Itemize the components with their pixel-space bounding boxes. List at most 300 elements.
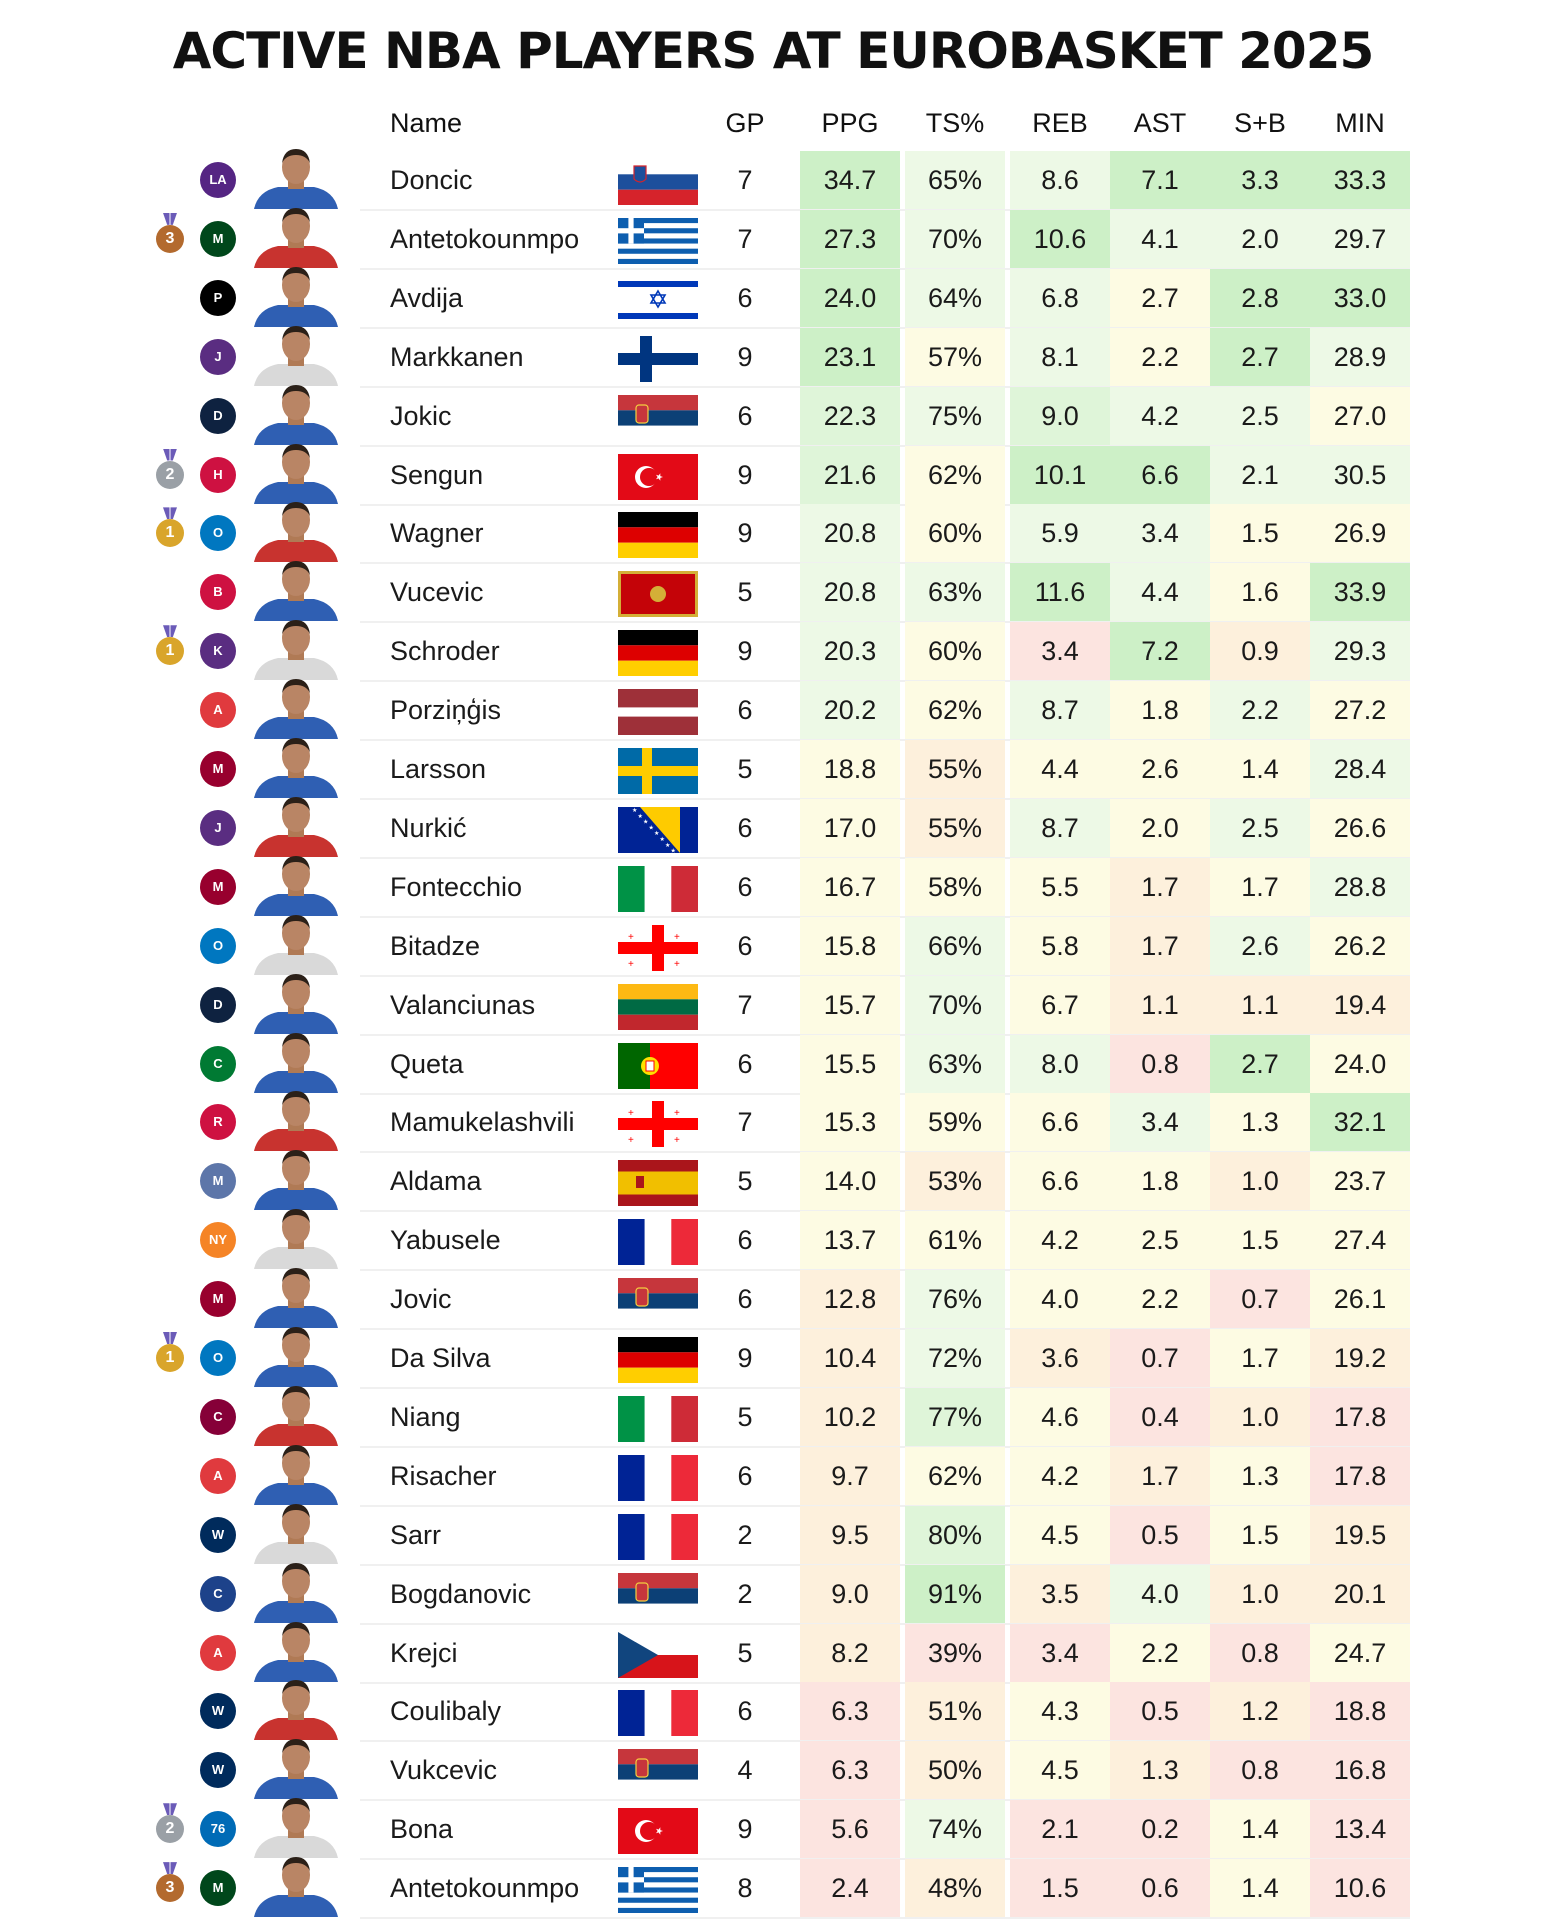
raptors-logo: R (200, 1104, 236, 1140)
medal-icon: 3 (156, 225, 184, 253)
table-row[interactable] (170, 328, 1410, 386)
clippers-logo: C (200, 1576, 236, 1612)
player-name: Antetokounmpo (390, 1873, 580, 1904)
cell-sb: 3.3 (1210, 151, 1310, 209)
flag-germany (618, 630, 698, 676)
svg-text:+: + (628, 958, 634, 970)
svg-text:★: ★ (670, 848, 676, 853)
cell-ts: 76% (905, 1270, 1005, 1328)
cell-sb: 0.7 (1210, 1270, 1310, 1328)
cell-ppg: 15.3 (800, 1093, 900, 1151)
cell-ts: 39% (905, 1624, 1005, 1682)
medal-icon: 1 (156, 519, 184, 547)
player-photo (248, 1323, 344, 1387)
player-photo (248, 1029, 344, 1093)
player-photo (248, 1205, 344, 1269)
cell-reb: 4.6 (1010, 1388, 1110, 1446)
cell-ppg: 24.0 (800, 269, 900, 327)
cavaliers-logo: C (200, 1399, 236, 1435)
cell-min: 28.4 (1310, 740, 1410, 798)
flag-greece (618, 218, 698, 264)
cell-ppg: 27.3 (800, 210, 900, 268)
page-title: ACTIVE NBA PLAYERS AT EUROBASKET 2025 (172, 22, 1374, 80)
cell-ts: 75% (905, 387, 1005, 445)
player-photo (248, 498, 344, 562)
table-row[interactable] (170, 858, 1410, 916)
player-name: Nurkić (390, 812, 467, 843)
cell-ppg: 9.7 (800, 1447, 900, 1505)
cell-sb: 2.5 (1210, 799, 1310, 857)
cell-gp: 9 (737, 1343, 753, 1373)
player-name: Jovic (390, 1284, 452, 1315)
cell-ts: 63% (905, 1035, 1005, 1093)
svg-text:★: ★ (637, 813, 643, 820)
player-photo (248, 616, 344, 680)
cell-ppg: 9.0 (800, 1565, 900, 1623)
table-row[interactable] (170, 1211, 1410, 1269)
magic-logo: O (200, 928, 236, 964)
player-photo (248, 1676, 344, 1740)
flag-turkey (618, 1808, 698, 1854)
player-photo (248, 1382, 344, 1446)
cell-sb: 1.3 (1210, 1447, 1310, 1505)
svg-text:+: + (628, 1135, 634, 1147)
player-name: Jokic (390, 400, 452, 431)
cell-gp: 7 (737, 165, 753, 195)
cell-min: 33.3 (1310, 151, 1410, 209)
cell-min: 16.8 (1310, 1741, 1410, 1799)
cell-sb: 0.8 (1210, 1741, 1310, 1799)
cell-gp: 6 (737, 1225, 753, 1256)
cell-min: 26.2 (1310, 917, 1410, 975)
player-name: Yabusele (390, 1225, 501, 1256)
cell-ast: 7.2 (1110, 622, 1210, 680)
player-name: Da Silva (390, 1343, 491, 1373)
flag-montenegro (618, 571, 698, 617)
table-row[interactable] (170, 1035, 1410, 1093)
player-name: Vukcevic (390, 1755, 498, 1786)
cell-ts: 64% (905, 269, 1005, 327)
kings-logo: K (200, 633, 236, 669)
cell-ts: 72% (905, 1329, 1005, 1387)
cell-ast: 4.1 (1110, 210, 1210, 268)
cell-reb: 6.6 (1010, 1093, 1110, 1151)
cell-gp: 6 (737, 871, 753, 902)
cell-sb: 2.6 (1210, 917, 1310, 975)
cell-min: 27.2 (1310, 681, 1410, 739)
cell-ts: 57% (905, 328, 1005, 386)
table-row[interactable] (170, 1270, 1410, 1328)
cell-min: 26.6 (1310, 799, 1410, 857)
cell-min: 33.9 (1310, 563, 1410, 621)
cell-gp: 7 (737, 223, 753, 254)
cell-ppg: 12.8 (800, 1270, 900, 1328)
cell-min: 27.0 (1310, 387, 1410, 445)
header-reb[interactable]: REB (1032, 108, 1088, 138)
player-photo (248, 440, 344, 504)
cell-reb: 8.7 (1010, 799, 1110, 857)
svg-text:+: + (674, 1108, 680, 1120)
cell-ast: 6.6 (1110, 446, 1210, 504)
header-ast[interactable]: AST (1133, 108, 1187, 138)
cell-ast: 1.7 (1110, 917, 1210, 975)
cell-ts: 62% (905, 446, 1005, 504)
player-photo (248, 322, 344, 386)
cell-ppg: 23.1 (800, 328, 900, 386)
cell-ts: 55% (905, 740, 1005, 798)
table-row[interactable] (170, 1447, 1410, 1505)
flag-serbia (618, 1278, 698, 1324)
cell-ast: 2.2 (1110, 328, 1210, 386)
cell-min: 19.2 (1310, 1329, 1410, 1387)
svg-text:★: ★ (648, 825, 654, 832)
cell-gp: 6 (737, 812, 753, 843)
cell-gp: 9 (737, 1814, 753, 1845)
jazz-logo: J (200, 810, 236, 846)
cell-sb: 2.2 (1210, 681, 1310, 739)
flag-lithuania (618, 984, 698, 1030)
cell-sb: 1.2 (1210, 1682, 1310, 1740)
cell-reb: 9.0 (1010, 387, 1110, 445)
table-row[interactable] (170, 1565, 1410, 1623)
cell-min: 29.3 (1310, 622, 1410, 680)
heat-logo: M (200, 751, 236, 787)
cell-min: 32.1 (1310, 1093, 1410, 1151)
player-name: Antetokounmpo (390, 223, 580, 254)
cell-min: 26.1 (1310, 1270, 1410, 1328)
cell-gp: 8 (737, 1873, 753, 1904)
cell-gp: 6 (737, 282, 753, 313)
cell-ts: 74% (905, 1800, 1005, 1858)
cell-reb: 4.5 (1010, 1506, 1110, 1564)
cell-ast: 0.5 (1110, 1682, 1210, 1740)
cell-min: 13.4 (1310, 1800, 1410, 1858)
table-row[interactable] (165, 210, 1410, 268)
cell-ast: 0.6 (1110, 1859, 1210, 1917)
cell-min: 24.7 (1310, 1624, 1410, 1682)
bucks-logo: M (200, 1870, 236, 1906)
cell-sb: 0.9 (1210, 622, 1310, 680)
table-row[interactable] (170, 1388, 1410, 1446)
cell-min: 26.9 (1310, 504, 1410, 562)
cell-sb: 1.4 (1210, 740, 1310, 798)
flag-germany (618, 512, 698, 558)
cell-ts: 59% (905, 1093, 1005, 1151)
cell-ppg: 6.3 (800, 1682, 900, 1740)
cell-ts: 63% (905, 563, 1005, 621)
svg-text:+: + (674, 931, 680, 943)
cell-sb: 2.5 (1210, 387, 1310, 445)
cell-ast: 4.4 (1110, 563, 1210, 621)
cell-ppg: 9.5 (800, 1506, 900, 1564)
cell-ppg: 8.2 (800, 1624, 900, 1682)
cell-sb: 1.7 (1210, 858, 1310, 916)
table-row[interactable] (165, 1859, 1410, 1917)
table-row[interactable] (165, 504, 1410, 562)
player-photo (248, 1264, 344, 1328)
cell-min: 17.8 (1310, 1447, 1410, 1505)
cell-ast: 0.4 (1110, 1388, 1210, 1446)
cell-gp: 6 (737, 1460, 753, 1491)
cell-reb: 8.6 (1010, 151, 1110, 209)
svg-text:★: ★ (665, 842, 671, 849)
lakers-logo: LA (200, 162, 236, 198)
cell-ts: 60% (905, 504, 1005, 562)
row-divider (360, 1917, 1410, 1919)
cell-sb: 1.5 (1210, 1506, 1310, 1564)
flag-greece (618, 1867, 698, 1913)
table-row[interactable] (165, 446, 1410, 504)
player-photo (248, 263, 344, 327)
grizzlies-logo: M (200, 1163, 236, 1199)
cell-ppg: 20.3 (800, 622, 900, 680)
celtics-logo: C (200, 1046, 236, 1082)
header-name[interactable]: Name (390, 108, 463, 138)
table-row[interactable] (170, 1682, 1410, 1740)
cell-sb: 2.7 (1210, 328, 1310, 386)
cell-ppg: 20.2 (800, 681, 900, 739)
hawks-logo: A (200, 1635, 236, 1671)
cell-ts: 65% (905, 151, 1005, 209)
player-photo (248, 675, 344, 739)
wizards-logo: W (200, 1693, 236, 1729)
flag-italy (618, 1396, 698, 1442)
cell-ppg: 15.5 (800, 1035, 900, 1093)
table-row[interactable] (170, 740, 1410, 798)
player-photo (248, 793, 344, 857)
flag-france (618, 1219, 698, 1265)
svg-text:+: + (628, 1108, 634, 1120)
cell-ppg: 14.0 (800, 1152, 900, 1210)
cell-ast: 1.8 (1110, 1152, 1210, 1210)
cell-reb: 2.1 (1010, 1800, 1110, 1858)
cell-reb: 8.1 (1010, 328, 1110, 386)
player-name: Risacher (390, 1460, 497, 1491)
cell-reb: 3.4 (1010, 1624, 1110, 1682)
nuggets-logo: D (200, 987, 236, 1023)
cell-min: 28.9 (1310, 328, 1410, 386)
header-ts[interactable]: TS% (925, 108, 985, 138)
cell-gp: 9 (737, 518, 753, 549)
cell-ppg: 15.8 (800, 917, 900, 975)
header-min[interactable]: MIN (1335, 108, 1385, 138)
table-row[interactable] (165, 1329, 1410, 1387)
medal-icon: 3 (156, 1874, 184, 1902)
cell-ast: 1.7 (1110, 858, 1210, 916)
cell-min: 30.5 (1310, 446, 1410, 504)
cell-ast: 2.5 (1110, 1211, 1210, 1269)
table-row[interactable] (170, 269, 1410, 327)
cell-reb: 5.5 (1010, 858, 1110, 916)
cell-ppg: 15.7 (800, 976, 900, 1034)
cell-sb: 1.4 (1210, 1800, 1310, 1858)
bulls-logo: B (200, 574, 236, 610)
header-ppg[interactable]: PPG (821, 108, 879, 138)
cell-ast: 2.0 (1110, 799, 1210, 857)
player-photo (248, 734, 344, 798)
cell-gp: 7 (737, 1107, 753, 1138)
cell-ppg: 20.8 (800, 563, 900, 621)
cell-ast: 0.8 (1110, 1035, 1210, 1093)
player-name: Markkanen (390, 341, 524, 372)
table-row[interactable] (170, 563, 1410, 621)
cell-min: 33.0 (1310, 269, 1410, 327)
table-row[interactable] (170, 387, 1410, 445)
cell-ppg: 6.3 (800, 1741, 900, 1799)
cell-reb: 8.0 (1010, 1035, 1110, 1093)
table-row[interactable] (170, 1152, 1410, 1210)
player-name: Sengun (390, 459, 484, 490)
cell-ast: 1.8 (1110, 681, 1210, 739)
cell-reb: 6.8 (1010, 269, 1110, 327)
cell-min: 28.8 (1310, 858, 1410, 916)
cell-ppg: 2.4 (800, 1859, 900, 1917)
cell-ast: 2.7 (1110, 269, 1210, 327)
bucks-logo: M (200, 221, 236, 257)
cell-reb: 11.6 (1010, 563, 1110, 621)
cell-sb: 2.7 (1210, 1035, 1310, 1093)
cell-reb: 3.5 (1010, 1565, 1110, 1623)
player-name: Mamukelashvili (390, 1107, 575, 1138)
hawks-logo: A (200, 1458, 236, 1494)
cell-gp: 6 (737, 400, 753, 431)
cell-ppg: 10.2 (800, 1388, 900, 1446)
flag-france (618, 1690, 698, 1736)
table-row[interactable] (165, 622, 1410, 680)
table-row[interactable] (165, 1800, 1410, 1858)
cell-reb: 10.6 (1010, 210, 1110, 268)
cell-ppg: 5.6 (800, 1800, 900, 1858)
player-photo (248, 1735, 344, 1799)
cell-ppg: 17.0 (800, 799, 900, 857)
cell-ppg: 18.8 (800, 740, 900, 798)
knicks-logo: NY (200, 1222, 236, 1258)
cell-ts: 70% (905, 210, 1005, 268)
flag-sweden (618, 748, 698, 794)
svg-text:★: ★ (643, 819, 649, 826)
magic-logo: O (200, 515, 236, 551)
cell-sb: 2.0 (1210, 210, 1310, 268)
cell-ast: 2.2 (1110, 1270, 1210, 1328)
flag-bosnia (618, 807, 698, 853)
player-name: Sarr (390, 1519, 442, 1550)
cell-min: 19.4 (1310, 976, 1410, 1034)
cell-reb: 4.3 (1010, 1682, 1110, 1740)
cell-sb: 1.1 (1210, 976, 1310, 1034)
flag-france (618, 1455, 698, 1501)
svg-text:★: ★ (632, 807, 638, 814)
player-photo (248, 557, 344, 621)
cell-ast: 1.7 (1110, 1447, 1210, 1505)
player-name: Avdija (390, 282, 464, 313)
cell-min: 29.7 (1310, 210, 1410, 268)
svg-text:★: ★ (654, 831, 660, 838)
cell-gp: 9 (737, 459, 753, 490)
cell-reb: 4.2 (1010, 1211, 1110, 1269)
cell-ts: 61% (905, 1211, 1005, 1269)
cell-gp: 2 (737, 1578, 753, 1609)
cell-min: 17.8 (1310, 1388, 1410, 1446)
header-gp[interactable]: GP (725, 108, 765, 138)
player-name: Aldama (390, 1166, 482, 1197)
cell-gp: 9 (737, 341, 753, 372)
cell-gp: 5 (737, 1637, 753, 1668)
cell-ast: 7.1 (1110, 151, 1210, 209)
cell-sb: 1.0 (1210, 1565, 1310, 1623)
medal-icon: 1 (156, 637, 184, 665)
cell-gp: 7 (737, 989, 753, 1020)
cell-gp: 5 (737, 577, 753, 608)
player-name: Coulibaly (390, 1696, 502, 1727)
player-name: Bona (390, 1814, 454, 1845)
cell-gp: 6 (737, 930, 753, 961)
jazz-logo: J (200, 339, 236, 375)
cell-sb: 2.8 (1210, 269, 1310, 327)
nuggets-logo: D (200, 398, 236, 434)
table-row[interactable] (170, 917, 1410, 975)
flag-georgia (618, 925, 698, 971)
table-row[interactable] (170, 151, 1410, 209)
medal-icon: 2 (156, 461, 184, 489)
player-name: Wagner (390, 518, 484, 549)
cell-ast: 4.0 (1110, 1565, 1210, 1623)
cell-sb: 1.5 (1210, 1211, 1310, 1269)
cell-ast: 0.7 (1110, 1329, 1210, 1387)
player-photo (248, 1146, 344, 1210)
table-row[interactable] (170, 976, 1410, 1034)
flag-turkey (618, 454, 698, 500)
cell-ts: 53% (905, 1152, 1005, 1210)
flag-latvia (618, 689, 698, 735)
cell-reb: 6.6 (1010, 1152, 1110, 1210)
player-photo (248, 911, 344, 975)
cell-reb: 6.7 (1010, 976, 1110, 1034)
cell-ts: 55% (905, 799, 1005, 857)
cell-min: 20.1 (1310, 1565, 1410, 1623)
table-row[interactable] (170, 681, 1410, 739)
player-photo (248, 1853, 344, 1917)
wizards-logo: W (200, 1517, 236, 1553)
player-name: Doncic (390, 165, 473, 195)
player-name: Bitadze (390, 930, 481, 961)
cell-ppg: 16.7 (800, 858, 900, 916)
cell-min: 24.0 (1310, 1035, 1410, 1093)
flag-israel (618, 277, 698, 323)
table-row[interactable] (170, 799, 1410, 857)
magic-logo: O (200, 1340, 236, 1376)
player-name: Bogdanovic (390, 1578, 532, 1609)
player-photo (248, 1794, 344, 1858)
flag-portugal (618, 1043, 698, 1089)
table-row[interactable] (170, 1624, 1410, 1682)
table-row[interactable] (170, 1093, 1410, 1151)
cell-sb: 1.0 (1210, 1388, 1310, 1446)
cell-sb: 1.4 (1210, 1859, 1310, 1917)
player-photo (248, 1500, 344, 1564)
heat-logo: M (200, 869, 236, 905)
flag-germany (618, 1337, 698, 1383)
cell-ppg: 13.7 (800, 1211, 900, 1269)
cell-gp: 6 (737, 1048, 753, 1079)
header-sb[interactable]: S+B (1234, 108, 1286, 138)
flag-serbia (618, 395, 698, 441)
player-photo (248, 204, 344, 268)
player-name: Schroder (390, 636, 500, 667)
table-row[interactable] (170, 1506, 1410, 1564)
cell-reb: 5.9 (1010, 504, 1110, 562)
flag-czech (618, 1632, 698, 1678)
table-row[interactable] (170, 1741, 1410, 1799)
